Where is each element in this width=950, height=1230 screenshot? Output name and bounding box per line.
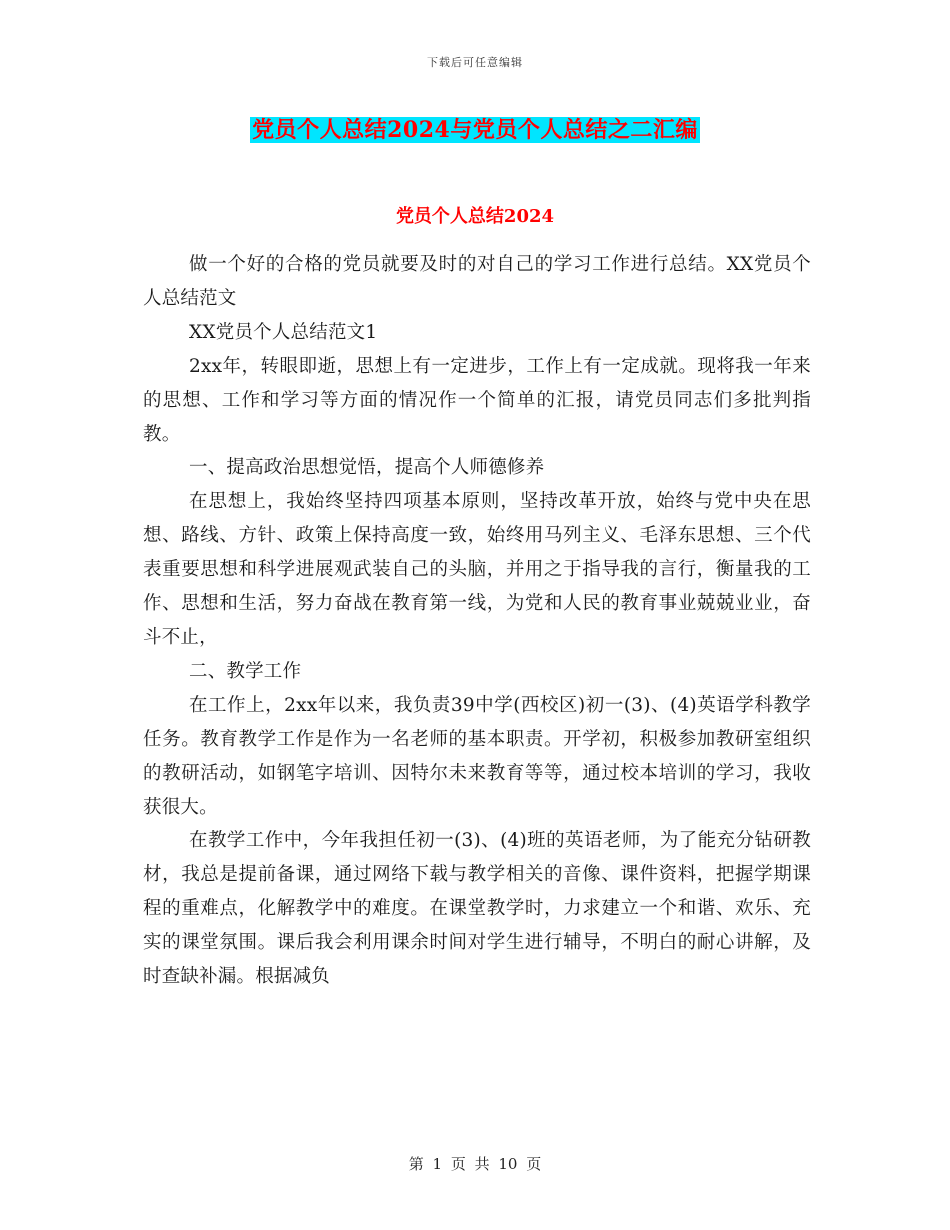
document-body <box>143 248 811 994</box>
body-paragraph: 在思想上，我始终坚持四项基本原则，坚持改革开放，始终与党中央在思想、路线、方针、政策上保持高度一致，始终用马列主义、毛泽东思想、三个代表重要思想和科学进展观武装自己的头脑，并用之于指导我的言行，衡量我的工作、思想和生活，努力奋战在教育第一线，为党和人民的教育事业兢兢业业，奋斗不止， <box>143 491 811 648</box>
page-number: 第 1 页 共 10 页 <box>408 1155 542 1173</box>
section-title: 党员个人总结2024 <box>395 206 555 227</box>
body-paragraph: XX党员个人总结范文1 <box>189 321 378 343</box>
body-paragraph: 在工作上，2xx年以来，我负责39中学(西校区)初一(3)、(4)英语学科教学任务。教育教学工作是作为一名老师的基本职责。开学初，积极参加教研室组织的教研活动，如钢笔字培训、因特尔未来教育等等，通过校本培训的学习，我收获很大。 <box>143 694 811 818</box>
page-header-note: 下载后可任意编辑 <box>427 56 523 69</box>
body-paragraph: 做一个好的合格的党员就要及时的对自己的学习工作进行总结。XX党员个人总结范文 <box>143 254 811 309</box>
section-heading: 一、提高政治思想觉悟，提高个人师德修养 <box>189 457 545 479</box>
body-paragraph: 在教学工作中，今年我担任初一(3)、(4)班的英语老师，为了能充分钻研教材，我总是提前备课，通过网络下载与教学相关的音像、课件资料，把握学期课程的重难点，化解教学中的难度。在课堂教学时，力求建立一个和谐、欢乐、充实的课堂氛围。课后我会利用课余时间对学生进行辅导，不明白的耐心讲解，及时查缺补漏。根据减负 <box>143 830 811 988</box>
document-title <box>0 113 950 147</box>
body-paragraph: 2xx年，转眼即逝，思想上有一定进步，工作上有一定成就。现将我一年来的思想、工作和学习等方面的情况作一个简单的汇报，请党员同志们多批判指教。 <box>143 355 811 445</box>
section-heading: 二、教学工作 <box>189 660 302 682</box>
document-title-text: 党员个人总结2024与党员个人总结之二汇编 <box>252 117 698 143</box>
